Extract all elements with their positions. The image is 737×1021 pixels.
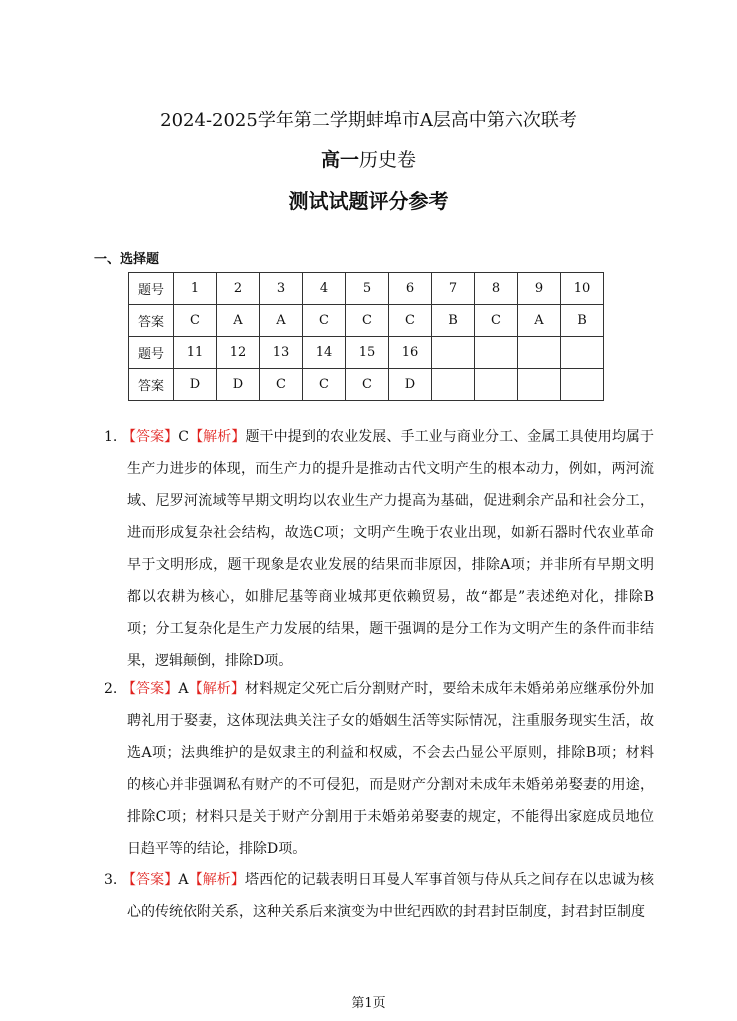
table-cell: 2 (217, 273, 260, 305)
row-label: 答案 (129, 369, 174, 401)
item-number: 1. (104, 429, 118, 445)
document-title: 测试试题评分参考 (288, 189, 449, 213)
text-line: 域、尼罗河流域等早期文明均以农业生产力提高为基础，促进剩余产品和社会分工， (127, 493, 654, 509)
table-cell (432, 369, 475, 401)
table-cell: B (432, 305, 475, 337)
analysis-label: 【解析】 (188, 681, 246, 697)
answer-value: A (178, 872, 189, 888)
text-line: 果，逻辑颠倒，排除D项。 (127, 653, 293, 669)
table-cell: C (174, 305, 217, 337)
table-cell: 1 (174, 273, 217, 305)
table-cell: C (389, 305, 432, 337)
text-line: 进而形成复杂社会结构，故选C项；文明产生晚于农业出现，如新石器时代农业革命 (127, 525, 654, 541)
table-cell: A (260, 305, 303, 337)
text-line: 日趋平等的结论，排除D项。 (127, 841, 307, 857)
table-cell (432, 337, 475, 369)
table-cell: 10 (561, 273, 604, 305)
answer-value: C (178, 429, 189, 445)
row-label: 题号 (129, 337, 174, 369)
table-cell: 6 (389, 273, 432, 305)
table-cell: 16 (389, 337, 432, 369)
table-cell (518, 337, 561, 369)
text-line: 生产力进步的体现，而生产力的提升是推动古代文明产生的根本动力，例如，两河流 (127, 461, 654, 477)
table-cell: D (217, 369, 260, 401)
row-label: 答案 (129, 305, 174, 337)
table-cell: 14 (303, 337, 346, 369)
table-cell: 11 (174, 337, 217, 369)
table-cell: A (217, 305, 260, 337)
table-cell: B (561, 305, 604, 337)
analysis-text: 塔西佗的记载表明日耳曼人军事首领与侍从兵之间存在以忠诚为核 (245, 872, 654, 888)
table-cell (475, 337, 518, 369)
subtitle-grade: 高一 (320, 149, 359, 171)
table-cell: C (303, 369, 346, 401)
answer-item-1 (104, 426, 654, 682)
answer-label: 【答案】 (121, 872, 179, 888)
table-row (129, 273, 604, 305)
item-number: 2. (104, 681, 118, 697)
page-number: 第1页 (351, 996, 386, 1011)
text-line: 早于文明形成，题干现象是农业发展的结果而非原因，排除A项；并非所有早期文明 (127, 557, 654, 573)
text-line (104, 678, 654, 710)
item-number: 3. (104, 872, 118, 888)
text-line: 聘礼用于娶妻，这体现法典关注子女的婚姻生活等实际情况，注重服务现实生活，故 (127, 713, 654, 729)
subtitle-subject: 历史卷 (359, 149, 417, 171)
answer-item-2 (104, 678, 654, 870)
table-cell: 15 (346, 337, 389, 369)
table-cell: 5 (346, 273, 389, 305)
text-line: 项；分工复杂化是生产力发展的结果，题干强调的是分工作为文明产生的条件而非结 (127, 621, 654, 637)
text-line: 的核心并非强调私有财产的不可侵犯，而是财产分割对未成年未婚弟弟娶妻的用途， (127, 777, 654, 793)
table-cell: 8 (475, 273, 518, 305)
table-row (129, 369, 604, 401)
analysis-text: 材料规定父死亡后分割财产时，要给未成年未婚弟弟应继承份外加 (245, 681, 654, 697)
text-line: 排除C项；材料只是关于财产分割用于未婚弟弟娶妻的规定，不能得出家庭成员地位 (127, 809, 654, 825)
table-cell: C (346, 369, 389, 401)
analysis-label: 【解析】 (189, 429, 246, 445)
table-cell: 4 (303, 273, 346, 305)
table-row (129, 305, 604, 337)
row-label: 题号 (129, 273, 174, 305)
table-cell (561, 369, 604, 401)
text-line: 选A项；法典维护的是奴隶主的利益和权威，不会去凸显公平原则，排除B项；材料 (127, 745, 654, 761)
table-cell: 13 (260, 337, 303, 369)
answer-label: 【答案】 (121, 429, 179, 445)
text-line: 心的传统依附关系，这种关系后来演变为中世纪西欧的封君封臣制度，封君封臣制度 (127, 904, 645, 920)
table-cell: 3 (260, 273, 303, 305)
paper-subtitle (0, 145, 737, 172)
table-cell: 9 (518, 273, 561, 305)
table-cell: D (174, 369, 217, 401)
text-line (104, 869, 654, 901)
table-row (129, 337, 604, 369)
table-cell: C (346, 305, 389, 337)
table-cell (475, 369, 518, 401)
table-cell (561, 337, 604, 369)
answer-value: A (178, 681, 189, 697)
table-cell: A (518, 305, 561, 337)
text-line (104, 426, 654, 458)
table-cell: 7 (432, 273, 475, 305)
exam-title: 2024-2025学年第二学期蚌埠市A层高中第六次联考 (160, 110, 577, 131)
answer-table (128, 272, 604, 401)
table-cell: C (260, 369, 303, 401)
table-cell: C (475, 305, 518, 337)
answer-item-3 (104, 869, 654, 933)
text-line: 都以农耕为核心，如腓尼基等商业城邦更依赖贸易，故“都是”表述绝对化，排除B (127, 589, 654, 605)
analysis-label: 【解析】 (188, 872, 246, 888)
analysis-text: 题干中提到的农业发展、手工业与商业分工、金属工具使用均属于 (245, 429, 654, 445)
table-cell: C (303, 305, 346, 337)
section-heading-choice: 一、选择题 (94, 252, 160, 267)
table-cell: 12 (217, 337, 260, 369)
table-cell (518, 369, 561, 401)
answer-label: 【答案】 (121, 681, 179, 697)
table-cell: D (389, 369, 432, 401)
